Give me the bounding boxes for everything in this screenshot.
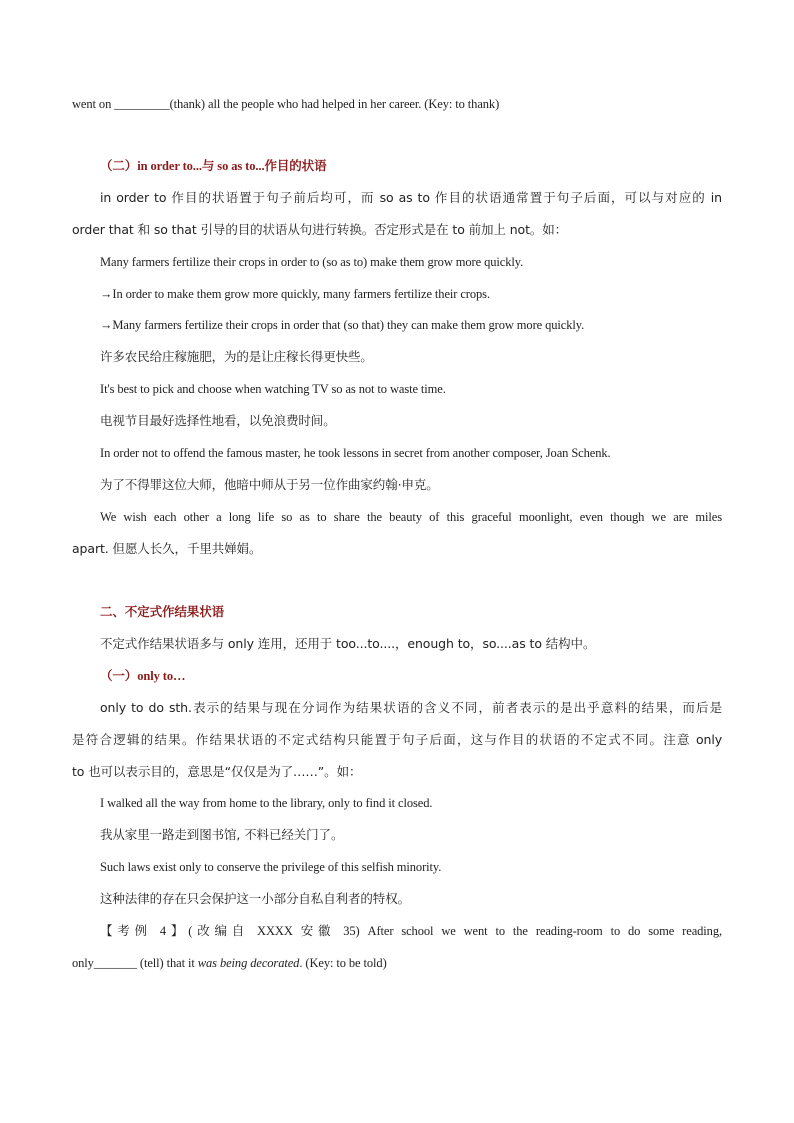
paragraph-line: in order to 作目的状语置于句子前后均可，而 so as to 作目的状语通常置于句子后面，可以与对应的 in — [100, 190, 722, 205]
example-sentence: It's best to pick and choose when watching TV so as not to waste time. — [100, 382, 446, 396]
example-sentence: →In order to make them grow more quickly, many farmers fertilize their crops. — [100, 287, 490, 301]
section-heading-result-adverbial: 二、不定式作结果状语 — [100, 604, 225, 619]
section-heading-only-to: （一）only to… — [100, 669, 186, 683]
translation-line: 我从家里一路走到图书馆, 不料已经关门了。 — [100, 827, 344, 842]
example-sentence: In order not to offend the famous master, he took lessons in secret from another composer, Joan Schenk. — [100, 446, 611, 460]
example-sentence: apart. 但愿人长久，千里共婵娟。 — [72, 541, 262, 556]
translation-line: 许多农民给庄稼施肥，为的是让庄稼长得更快些。 — [100, 349, 373, 364]
exam-example-line: 【考例 4】(改编自 XXXX 安徽 35) After school we went to the reading-room to do some reading, — [100, 924, 722, 938]
exam-example-text: only_______ (tell) that it — [72, 956, 198, 970]
paragraph-line: 不定式作结果状语多与 only 连用，还用于 too...to....，enough to，so....as to 结构中。 — [100, 636, 596, 651]
example-sentence: →Many farmers fertilize their crops in order that (so that) they can make them grow more quickly. — [100, 318, 585, 332]
paragraph-line: 是符合逻辑的结果。作结果状语的不定式结构只能置于句子后面，这与作目的状语的不定式不同。注意 only — [72, 732, 722, 747]
translation-line: 这种法律的存在只会保护这一小部分自私自利者的特权。 — [100, 891, 411, 906]
exam-example-italic: was being decorated — [197, 956, 300, 970]
example-sentence: I walked all the way from home to the library, only to find it closed. — [100, 796, 433, 810]
paragraph-line: to 也可以表示目的，意思是“仅仅是为了……”。如： — [72, 764, 362, 779]
example-sentence: We wish each other a long life so as to share the beauty of this graceful moonlight, even though we are miles — [100, 510, 722, 524]
example-sentence: Such laws exist only to conserve the privilege of this selfish minority. — [100, 860, 442, 874]
paragraph-line: order that 和 so that 引导的目的状语从句进行转换。否定形式是在 to 前加上 not。如： — [72, 222, 568, 237]
exercise-line: went on _________(thank) all the people who had helped in her career. (Key: to thank) — [72, 97, 500, 111]
exam-example-line — [72, 954, 722, 972]
example-sentence: Many farmers fertilize their crops in order to (so as to) make them grow more quickly. — [100, 255, 524, 269]
translation-line: 电视节目最好选择性地看，以免浪费时间。 — [100, 413, 336, 428]
exam-example-key: . (Key: to be told) — [299, 956, 387, 970]
paragraph-line: only to do sth.表示的结果与现在分词作为结果状语的含义不同，前者表示的是出乎意料的结果，而后是 — [100, 700, 722, 715]
section-heading-in-order-to: （二）in order to...与 so as to...作目的状语 — [100, 159, 327, 173]
translation-line: 为了不得罪这位大师，他暗中师从于另一位作曲家约翰·申克。 — [100, 477, 439, 492]
